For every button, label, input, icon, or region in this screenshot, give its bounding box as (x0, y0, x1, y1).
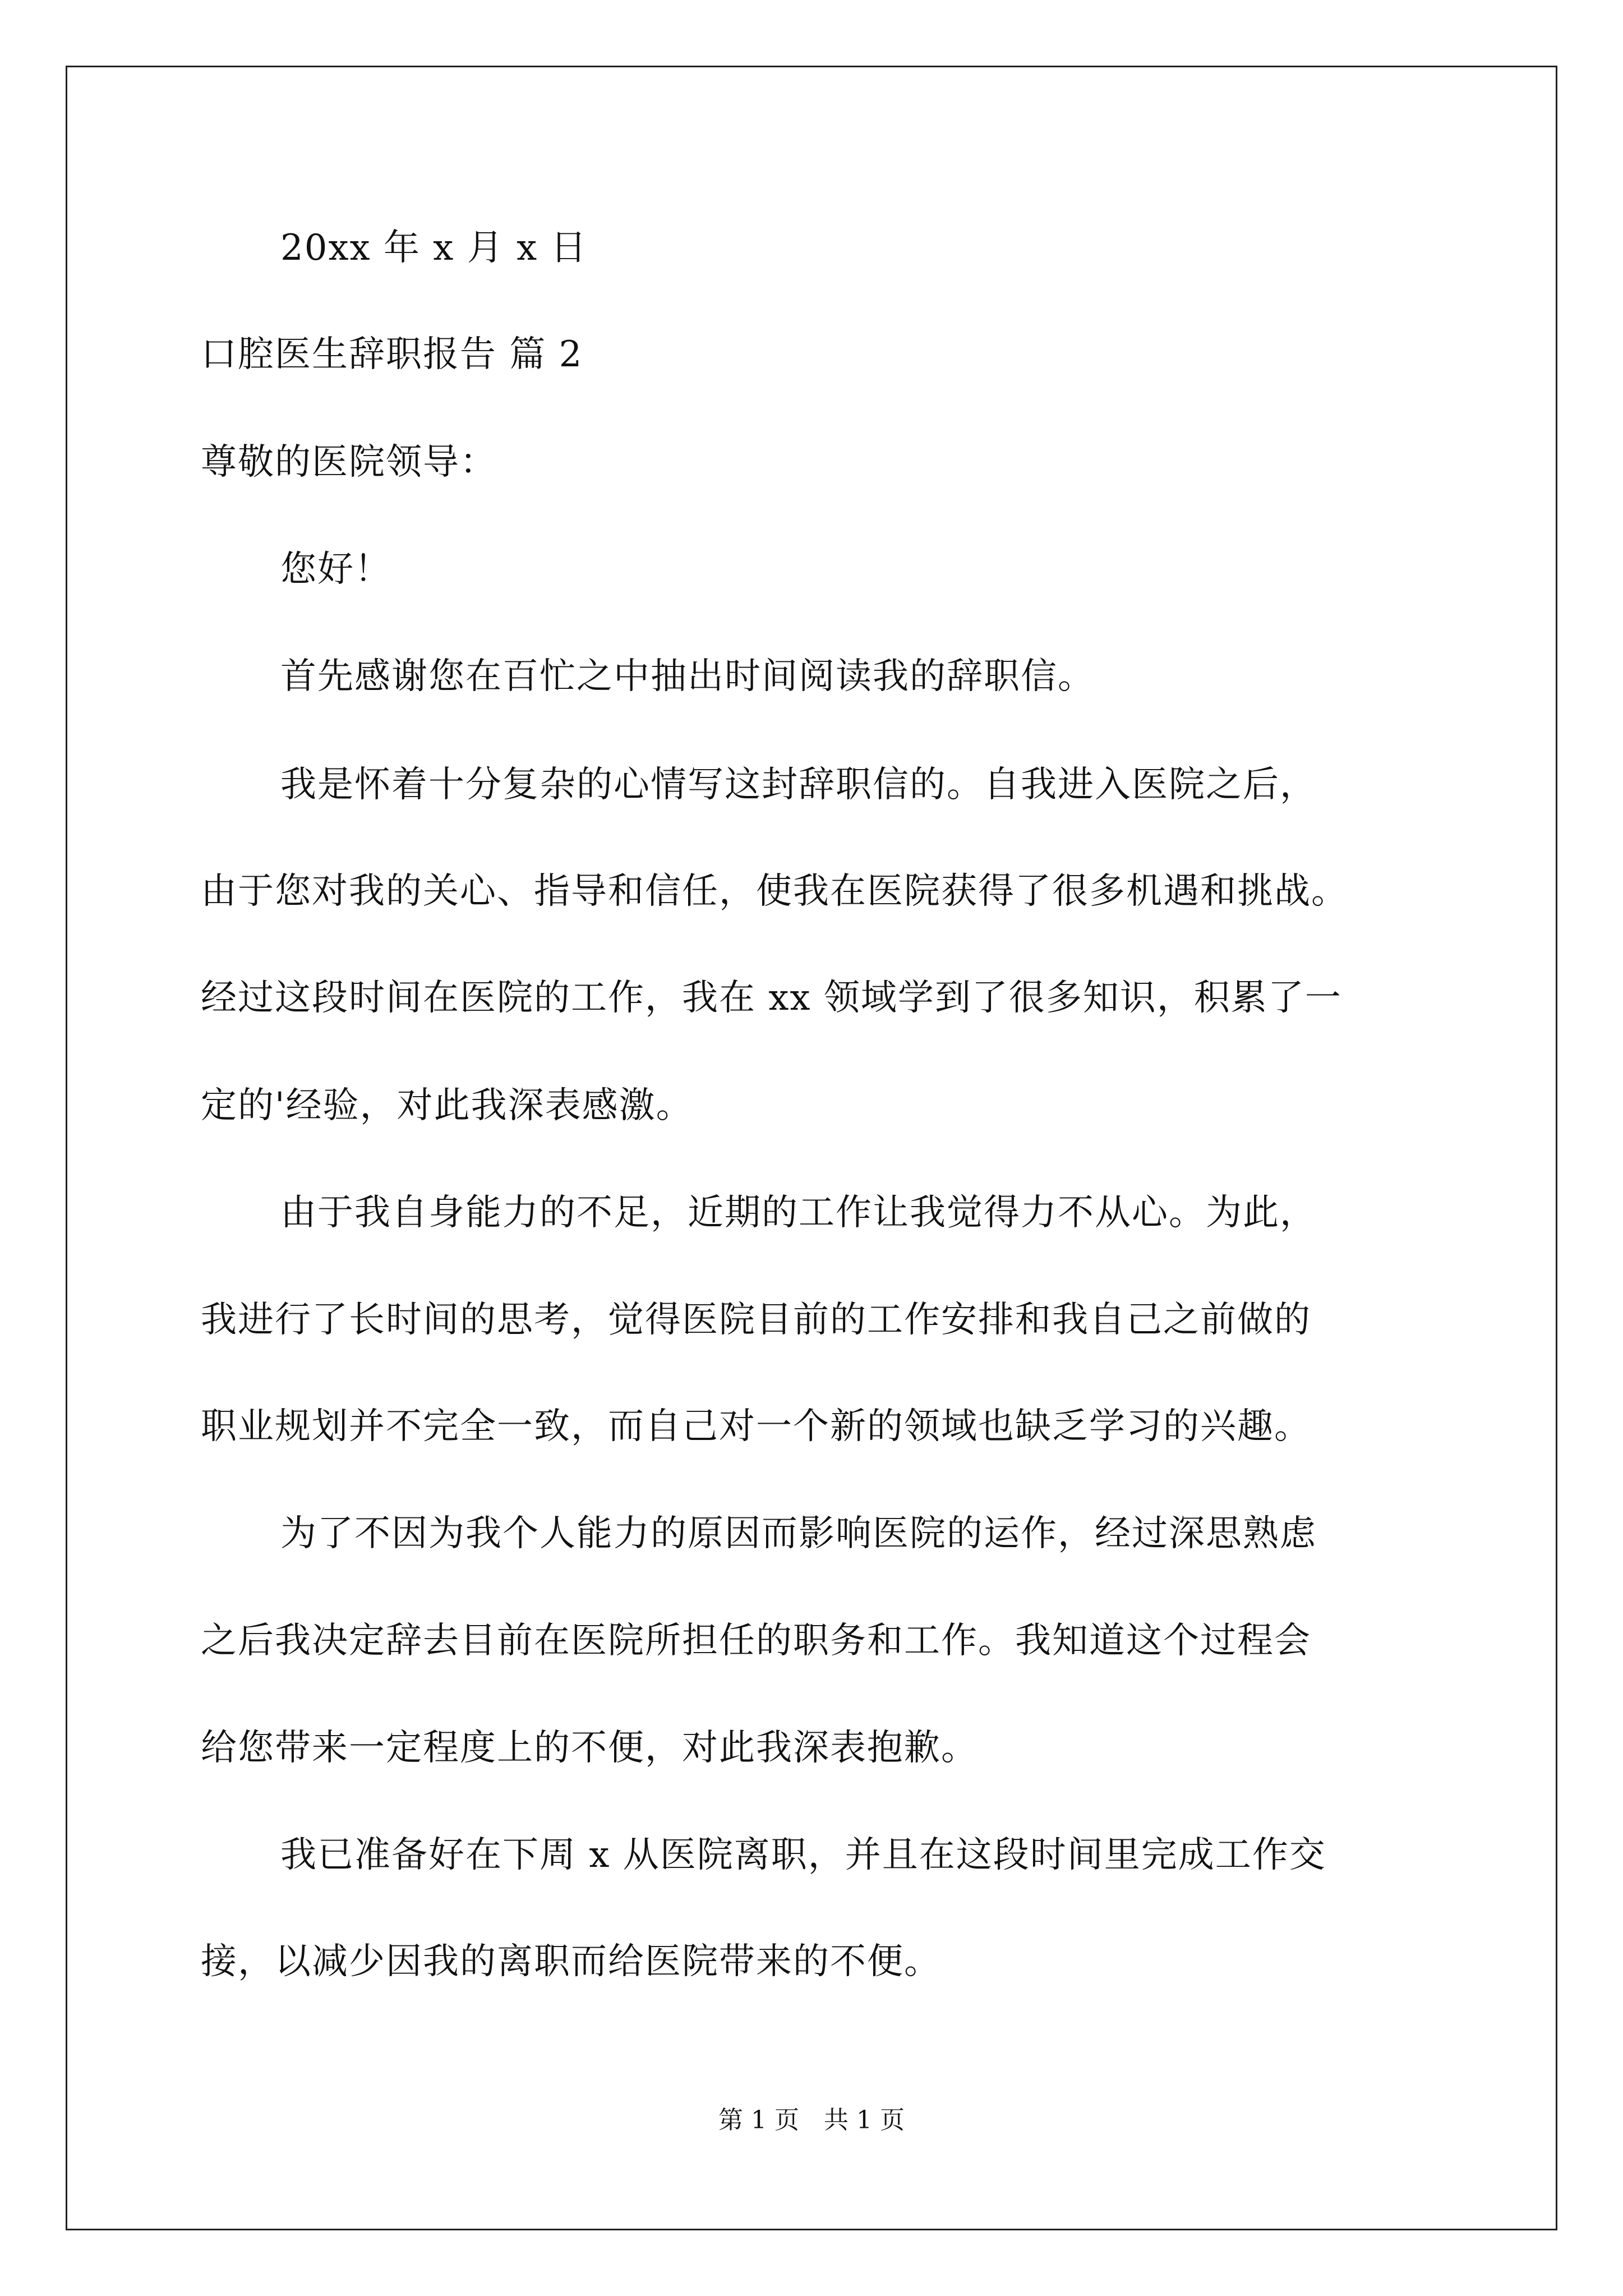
document-title: 口腔医生辞职报告 篇 2 (201, 334, 583, 375)
body-line: 给您带来一定程度上的不便，对此我深表抱歉。 (201, 1727, 978, 1769)
body-line: 我进行了长时间的思考，觉得医院目前的工作安排和我自己之前做的 (201, 1299, 1311, 1341)
page-border (66, 66, 1557, 2230)
greeting: 您好！ (280, 549, 391, 590)
page-footer: 第 1 页 共 1 页 (718, 2106, 905, 2134)
body-line: 由于我自身能力的不足，近期的工作让我觉得力不从心。为此， (280, 1192, 1317, 1234)
body-line: 为了不因为我个人能力的原因而影响医院的运作，经过深思熟虑 (280, 1513, 1317, 1554)
body-line: 经过这段时间在医院的工作，我在 xx 领域学到了很多知识，积累了一 (201, 977, 1342, 1019)
letter-date: 20xx 年 x 月 x 日 (280, 227, 588, 269)
body-line: 之后我决定辞去目前在医院所担任的职务和工作。我知道这个过程会 (201, 1620, 1311, 1662)
body-line: 首先感谢您在百忙之中抽出时间阅读我的辞职信。 (280, 656, 1095, 697)
body-line: 职业规划并不完全一致，而自己对一个新的领域也缺乏学习的兴趣。 (201, 1406, 1311, 1447)
salutation: 尊敬的医院领导： (201, 441, 497, 483)
body-line: 定的'经验，对此我深表感激。 (201, 1085, 693, 1126)
body-line: 由于您对我的关心、指导和信任，使我在医院获得了很多机遇和挑战。 (201, 871, 1348, 912)
body-line: 我已准备好在下周 x 从医院离职，并且在这段时间里完成工作交 (280, 1834, 1326, 1876)
body-line: 我是怀着十分复杂的心情写这封辞职信的。自我进入医院之后， (280, 764, 1317, 806)
body-line: 接，以减少因我的离职而给医院带来的不便。 (201, 1941, 941, 1982)
